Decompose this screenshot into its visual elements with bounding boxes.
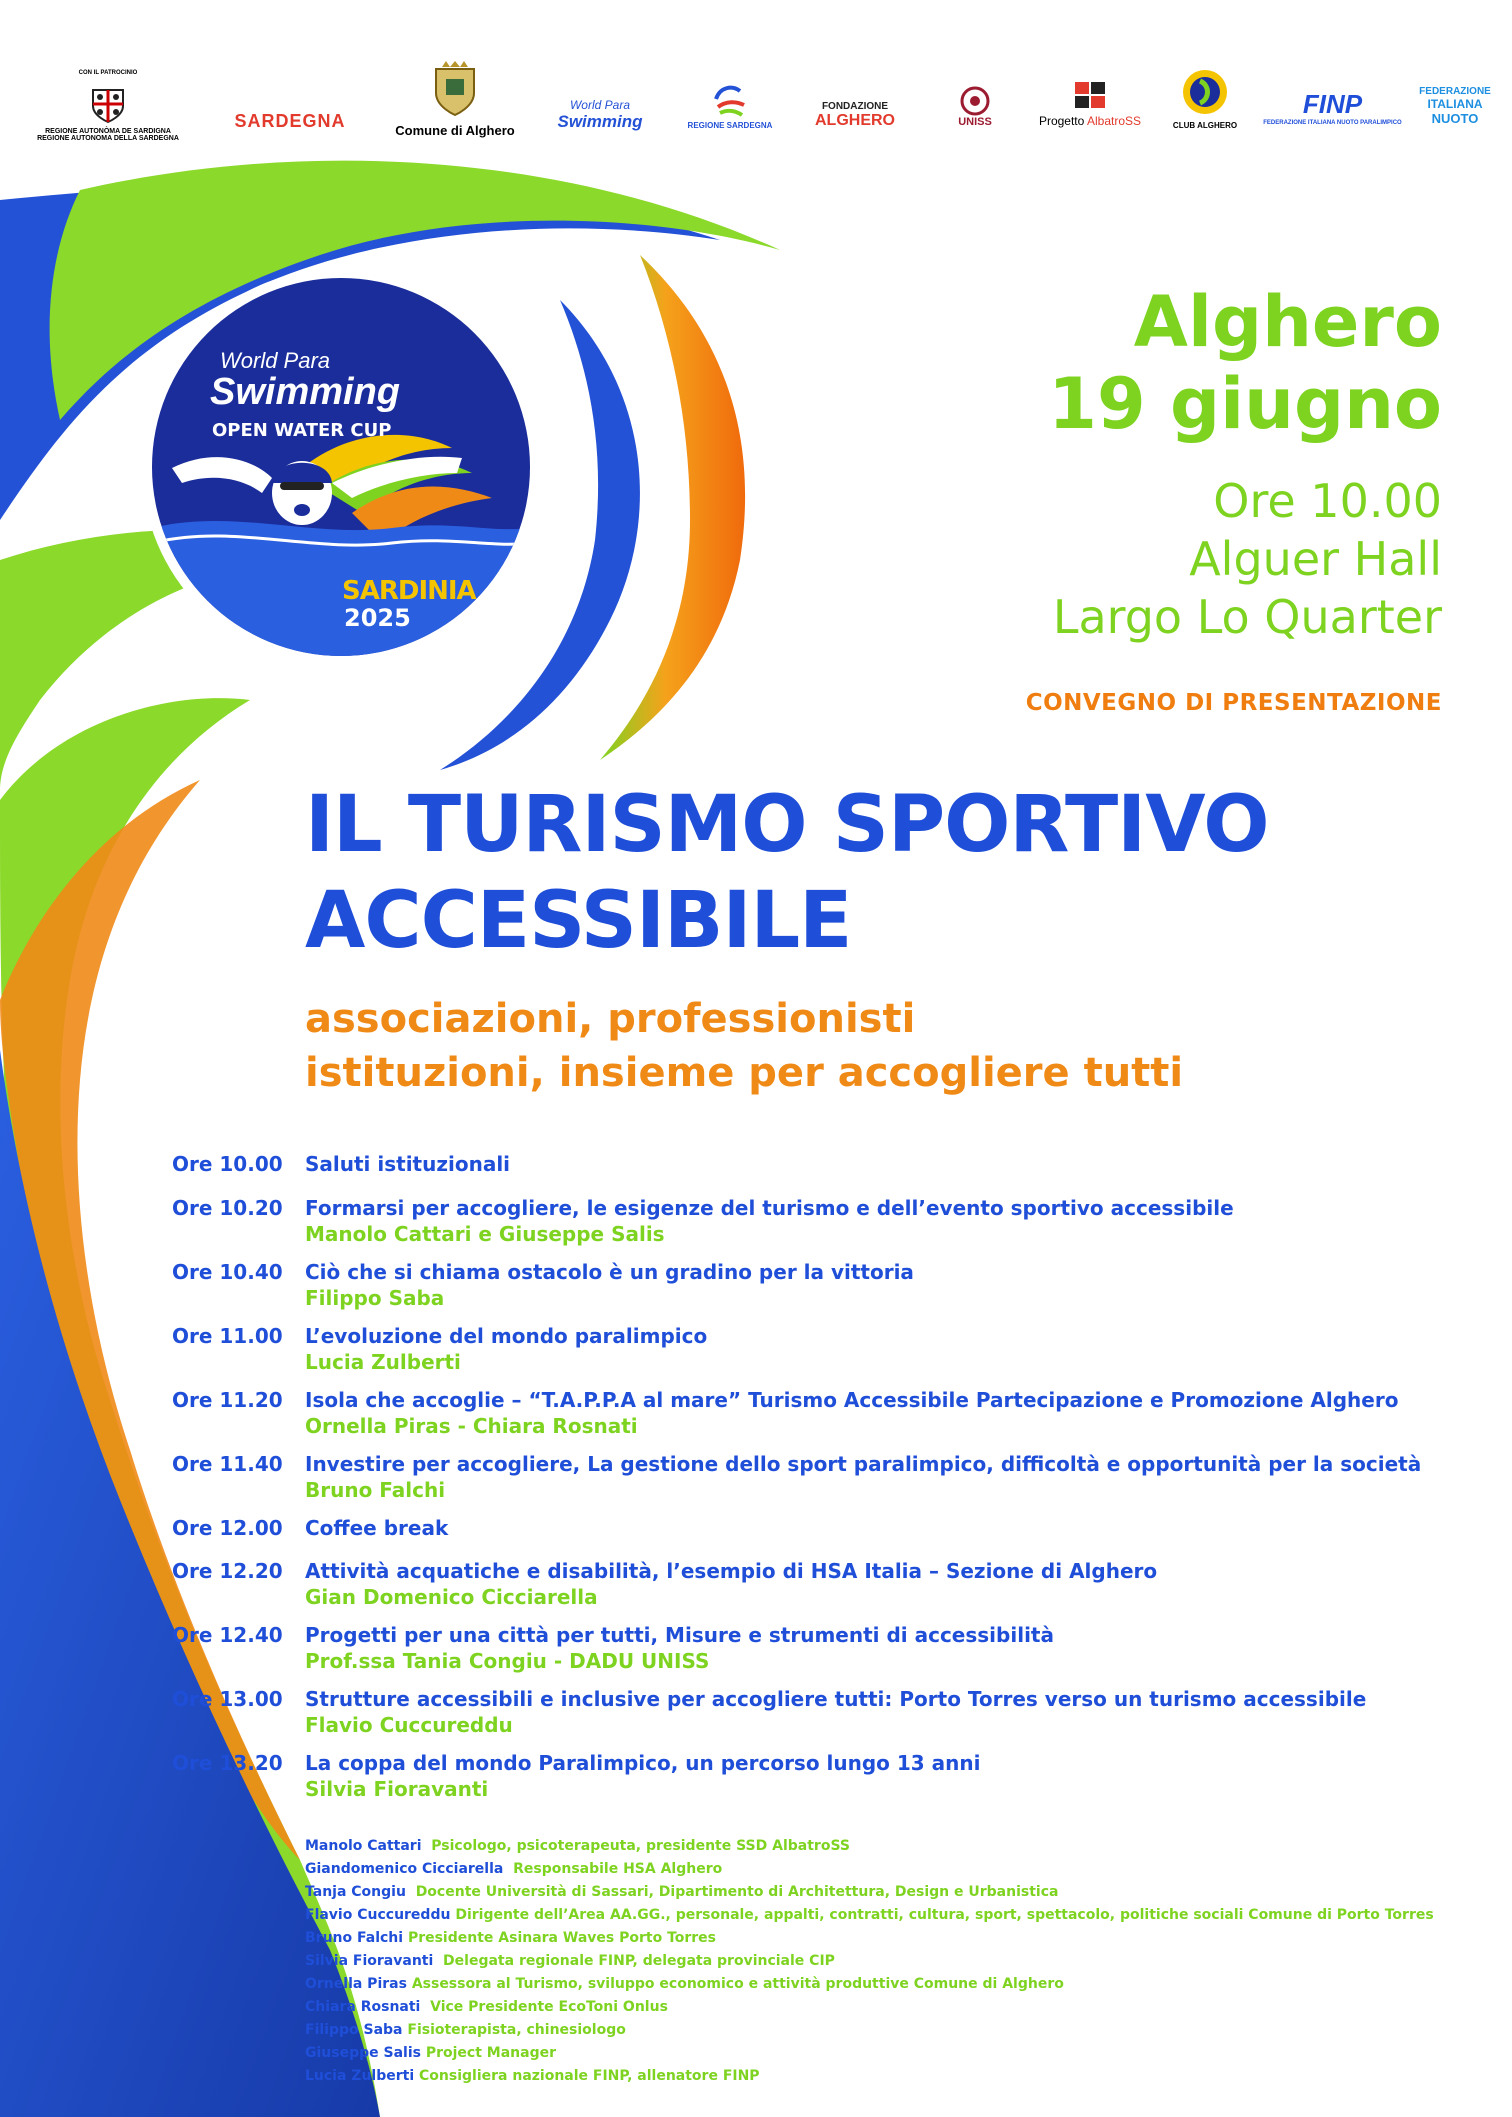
- speaker-bio: Lucia Zulberti Consigliera nazionale FINP, allenatore FINP: [305, 2068, 760, 2084]
- speaker-bio: Tanja Congiu Docente Università di Sassari, Dipartimento di Architettura, Design e Urbanistica: [305, 1884, 1059, 1900]
- event-date: 19 giugno: [1048, 363, 1442, 445]
- agenda-time: Ore 12.00: [172, 1516, 283, 1540]
- event-address: Largo Lo Quarter: [1052, 590, 1442, 644]
- main-title-line1: IL TURISMO SPORTIVO: [305, 780, 1269, 870]
- agenda-topic: Formarsi per accogliere, le esigenze del turismo e dell’evento sportivo accessibile: [305, 1196, 1234, 1220]
- logo-fondazione-alghero: FONDAZIONE ALGHERO: [815, 101, 895, 129]
- agenda-topic: Saluti istituzionali: [305, 1152, 511, 1176]
- agenda-time: Ore 12.40: [172, 1623, 283, 1647]
- speaker-bio: Giuseppe Salis Project Manager: [305, 2045, 556, 2061]
- agenda-topic: Coffee break: [305, 1516, 449, 1540]
- agenda-speaker: Bruno Falchi: [305, 1478, 446, 1502]
- agenda-speaker: Prof.ssa Tania Congiu - DADU UNISS: [305, 1649, 710, 1673]
- speaker-bio: Bruno Falchi Presidente Asinara Waves Porto Torres: [305, 1930, 717, 1946]
- speaker-bio: Chiara Rosnati Vice Presidente EcoToni Onlus: [305, 1999, 668, 2015]
- agenda-speaker: Filippo Saba: [305, 1286, 445, 1310]
- event-time: Ore 10.00: [1213, 474, 1442, 528]
- open-water-cup-emblem: World Para Swimming OPEN WATER CUP SARDINIA 2025: [152, 278, 530, 656]
- agenda-topic: Isola che accoglie – “T.A.P.P.A al mare” Turismo Accessibile Partecipazione e Promozione Alghero: [305, 1388, 1399, 1412]
- event-city: Alghero: [1133, 281, 1442, 363]
- event-venue: Alguer Hall: [1189, 532, 1442, 586]
- agenda-time: Ore 10.20: [172, 1196, 283, 1220]
- logo-progetto-albatross: Progetto AlbatroSS: [1030, 42, 1150, 142]
- subtitle-line1: associazioni, professionisti: [305, 996, 916, 1042]
- agenda-time: Ore 13.00: [172, 1687, 283, 1711]
- agenda-speaker: Ornella Piras - Chiara Rosnati: [305, 1414, 638, 1438]
- city-crest-icon: [432, 61, 478, 117]
- logo-comune-alghero: Comune di Alghero: [385, 42, 525, 142]
- logo-regione-sardegna: CON IL PATROCINIO REGIONE AUTONÒMA DE SARDIGNA REGIONE AUTONOMA DELLA SARDEGNA: [37, 70, 179, 142]
- agenda-time: Ore 12.20: [172, 1559, 283, 1583]
- logo-sardegna: SARDEGNA: [234, 111, 346, 131]
- agenda-topic: Progetti per una città per tutti, Misure e strumenti di accessibilità: [305, 1623, 1054, 1647]
- agenda-time: Ore 10.00: [172, 1152, 283, 1176]
- agenda-speaker: Silvia Fioravanti: [305, 1777, 489, 1801]
- agenda-time: Ore 10.40: [172, 1260, 283, 1284]
- albatross-icon: [1073, 80, 1107, 110]
- agenda-topic: La coppa del mondo Paralimpico, un percorso lungo 13 anni: [305, 1751, 981, 1775]
- convegno-label: CONVEGNO DI PRESENTAZIONE: [1025, 690, 1442, 716]
- logo-regione-sardegna-paralympic: REGIONE SARDEGNA: [675, 42, 785, 142]
- club-crest-icon: [1180, 67, 1230, 117]
- agenda-topic: Strutture accessibili e inclusive per accogliere tutti: Porto Torres verso un turismo accessibile: [305, 1687, 1367, 1711]
- speaker-bio: Silvia Fioravanti Delegata regionale FINP, delegata provinciale CIP: [305, 1953, 835, 1969]
- speaker-bio: Filippo Saba Fisioterapista, chinesiologo: [305, 2022, 626, 2038]
- agenda-speaker: Gian Domenico Cicciarella: [305, 1585, 598, 1609]
- logo-finp: FINP FEDERAZIONE ITALIANA NUOTO PARALIMPICO: [1263, 89, 1402, 126]
- agenda-speaker: Lucia Zulberti: [305, 1350, 461, 1374]
- agenda-speaker: Flavio Cuccureddu: [305, 1713, 513, 1737]
- logo-fin: FEDERAZIONE ITALIANA NUOTO: [1419, 86, 1491, 126]
- speaker-bio: Ornella Piras Assessora al Turismo, sviluppo economico e attività produttive Comune di Alghero: [305, 1976, 1064, 1992]
- paralympic-agitos-icon: [710, 79, 750, 119]
- main-title-line2: ACCESSIBILE: [305, 876, 852, 966]
- sardinia-shield-icon: [91, 88, 125, 124]
- logo-world-para-swimming: World Para Swimming: [557, 98, 643, 131]
- agenda-time: Ore 13.20: [172, 1751, 283, 1775]
- university-seal-icon: [960, 86, 990, 116]
- speaker-bio: Manolo Cattari Psicologo, psicoterapeuta, presidente SSD AlbatroSS: [305, 1838, 850, 1854]
- logo-uniss: UNISS: [925, 42, 1025, 142]
- agenda-topic: Ciò che si chiama ostacolo è un gradino per la vittoria: [305, 1260, 914, 1284]
- speaker-bio: Giandomenico Cicciarella Responsabile HSA Alghero: [305, 1861, 723, 1877]
- logo-club-alghero: CLUB ALGHERO: [1160, 42, 1250, 142]
- subtitle-line2: istituzioni, insieme per accogliere tutti: [305, 1050, 1184, 1096]
- agenda-time: Ore 11.00: [172, 1324, 283, 1348]
- speaker-bio: Flavio Cuccureddu Dirigente dell’Area AA.GG., personale, appalti, contratti, cultura, sport, spettacolo, politiche sociali Comune di Porto Torres: [305, 1907, 1434, 1923]
- agenda-topic: L’evoluzione del mondo paralimpico: [305, 1324, 708, 1348]
- agenda-speaker: Manolo Cattari e Giuseppe Salis: [305, 1222, 665, 1246]
- agenda-time: Ore 11.20: [172, 1388, 283, 1412]
- agenda-time: Ore 11.40: [172, 1452, 283, 1476]
- agenda-topic: Investire per accogliere, La gestione dello sport paralimpico, difficoltà e opportunità per la società: [305, 1452, 1422, 1476]
- agenda-topic: Attività acquatiche e disabilità, l’esempio di HSA Italia – Sezione di Alghero: [305, 1559, 1158, 1583]
